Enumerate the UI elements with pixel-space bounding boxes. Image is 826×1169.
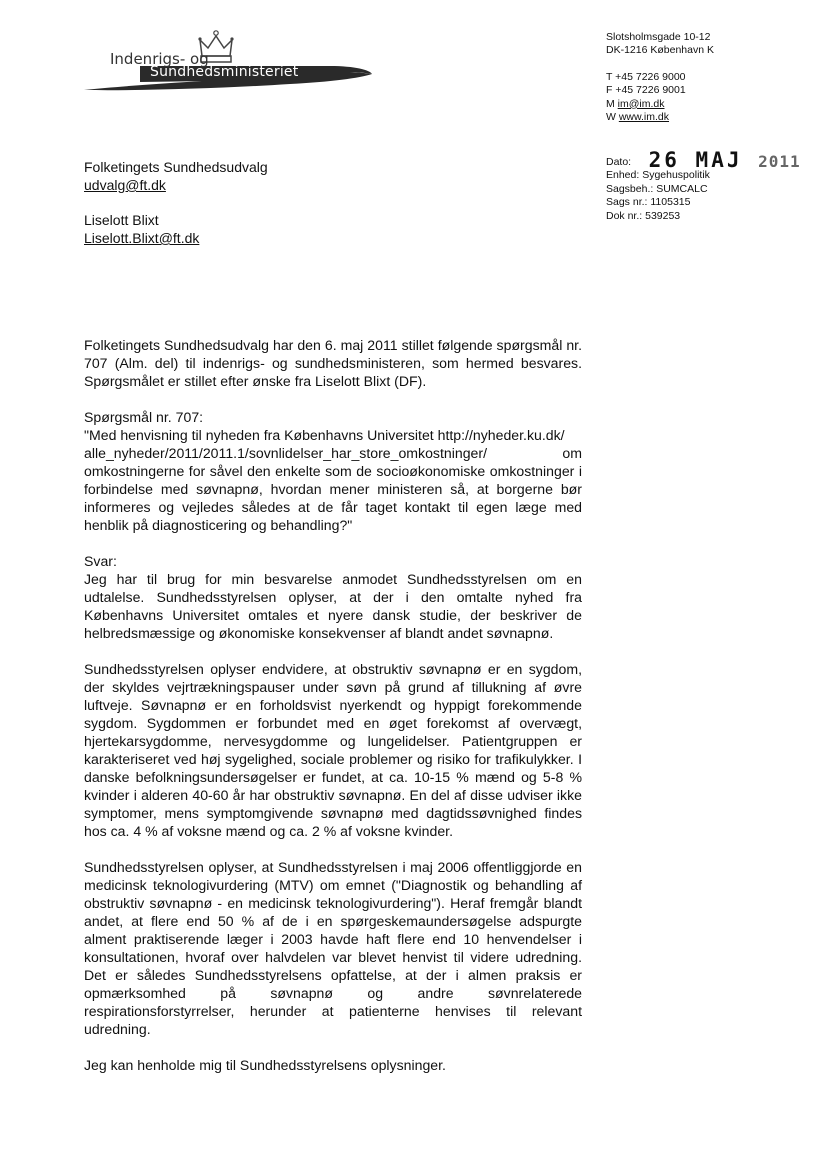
document-meta bbox=[606, 148, 801, 223]
email-row bbox=[606, 98, 714, 111]
intro-paragraph: Folketingets Sundhedsudvalg har den 6. maj 2011 stillet følgende spørgsmål nr. 707 (Alm. del) til indenrigs- og sundhedsministeren, som hermed besvares. Spørgsmålet er stillet efter ønske fra Liselott Blixt (DF). bbox=[84, 337, 582, 389]
document-number-row: Dok nr.: 539253 bbox=[606, 209, 681, 222]
email-link[interactable]: im@im.dk bbox=[617, 97, 665, 110]
web-prefix: W bbox=[606, 111, 619, 124]
question-text: alle_nyheder/2011/2011.1/sovnlidelser_har_store_omkostninger/ om omkostningerne for såvel den enkelte som de socioøkonomiske omkostninger i forbindelse med søvnapnø, hvordan mener ministeren så, at borgerne bør informeres og vejledes således at de får taget kontakt til egen læge med henblik på diagnosticering og behandling?" bbox=[84, 445, 582, 533]
email-prefix: M bbox=[606, 97, 618, 110]
ministry-logo bbox=[80, 28, 380, 94]
web-row bbox=[606, 111, 714, 124]
web-link[interactable]: www.im.dk bbox=[618, 111, 670, 124]
unit-row: Enhed: Sygehuspolitik bbox=[606, 169, 710, 182]
date-stamp-year: 2011 bbox=[758, 152, 801, 171]
letter-body bbox=[84, 336, 582, 1092]
closing-paragraph: Jeg kan henholde mig til Sundhedsstyrelsens oplysninger. bbox=[84, 1057, 446, 1073]
question-text-line1: "Med henvisning til nyheden fra Københavns Universitet http://nyheder.ku.dk/ bbox=[84, 427, 565, 443]
handler-row: Sagsbeh.: SUMCALC bbox=[606, 182, 708, 195]
recipient-committee bbox=[84, 158, 268, 194]
date-stamp-day-month: 26 MAJ bbox=[648, 148, 743, 172]
contact-block bbox=[606, 31, 714, 124]
answer-paragraph-2: Sundhedsstyrelsen oplyser endvidere, at obstruktiv søvnapnø er en sygdom, der skyldes vejrtrækningspauser under søvn på grund af tillukning af øvre luftveje. Søvnapnø er en forholdsvist nyerkendt og hyppigt forekommende sygdom. Sygdommen er forbundet med en øget forekomst af overvægt, hjertekarsygdomme, nervesygdomme og lungelidelser. Patientgruppen er karakteriseret ved høj sygelighed, sociale problemer og risiko for trafikulykker. I danske befolkningsundersøgelser er fundet, at ca. 10-15 % mænd og 5-8 % kvinder i alderen 40-60 år har obstruktiv søvnapnø. En del af disse udviser ikke symptomer, mens symptomgivende søvnapnø med dagtidssøvnighed findes hos ca. 4 % af voksne mænd og ca. 2 % af voksne kvinder. bbox=[84, 661, 582, 839]
fax-number: F +45 7226 9001 bbox=[606, 84, 686, 97]
recipient-person bbox=[84, 211, 268, 247]
logo-text-line2: Sundhedsministeriet bbox=[150, 64, 299, 80]
date-label: Dato: bbox=[606, 156, 632, 168]
answer-paragraph-3: Sundhedsstyrelsen oplyser, at Sundhedsstyrelsen i maj 2006 offentliggjorde en medicinsk teknologivurdering (MTV) om emnet ("Diagnostik og behandling af obstruktiv søvnapnø - en medicinsk teknologivurdering"). Heraf fremgår blandt andet, at flere end 50 % af de i en spørgeskemaundersøgelse adspurgte alment praktiserende læger i 2003 havde haft flere end 10 henvendelser i konsultationen, hvoraf over halvdelen var blevet henvist til videre udredning. Det er således Sundhedsstyrelsens opfattelse, at der i almen praksis er opmærksomhed på søvnapnø og andre søvnrelaterede respirationsforstyrrelser, herunder at patienterne henvises til relevant udredning. bbox=[84, 859, 582, 1037]
answer-text-1: Jeg har til brug for min besvarelse anmodet Sundhedsstyrelsen om en udtalelse. Sundhedsstyrelsen oplyser, at der i den omtalte nyhed fra Københavns Universitet omtales et nyere dansk studie, der beskriver de helbredsmæssige og økonomiske konsekvenser af blandt andet søvnapnø. bbox=[84, 571, 582, 641]
logo-text-line1: Indenrigs- og bbox=[110, 50, 209, 68]
recipient-name: Liselott Blixt bbox=[84, 212, 159, 228]
phone-number: T +45 7226 9000 bbox=[606, 70, 686, 83]
question-paragraph bbox=[84, 408, 582, 534]
question-label: Spørgsmål nr. 707: bbox=[84, 409, 204, 425]
recipient-email-link[interactable]: Liselott.Blixt@ft.dk bbox=[84, 230, 200, 246]
date-stamp bbox=[649, 148, 801, 172]
recipient-email-link[interactable]: udvalg@ft.dk bbox=[84, 177, 166, 193]
answer-label: Svar: bbox=[84, 553, 117, 569]
date-row bbox=[606, 148, 801, 172]
address-line1: Slotsholmsgade 10-12 bbox=[606, 31, 711, 43]
answer-paragraph-1 bbox=[84, 552, 582, 642]
case-number-row: Sags nr.: 1105315 bbox=[606, 196, 691, 209]
recipients bbox=[84, 158, 268, 264]
recipient-name: Folketingets Sundhedsudvalg bbox=[84, 159, 268, 175]
address-line2: DK-1216 København K bbox=[606, 44, 714, 57]
